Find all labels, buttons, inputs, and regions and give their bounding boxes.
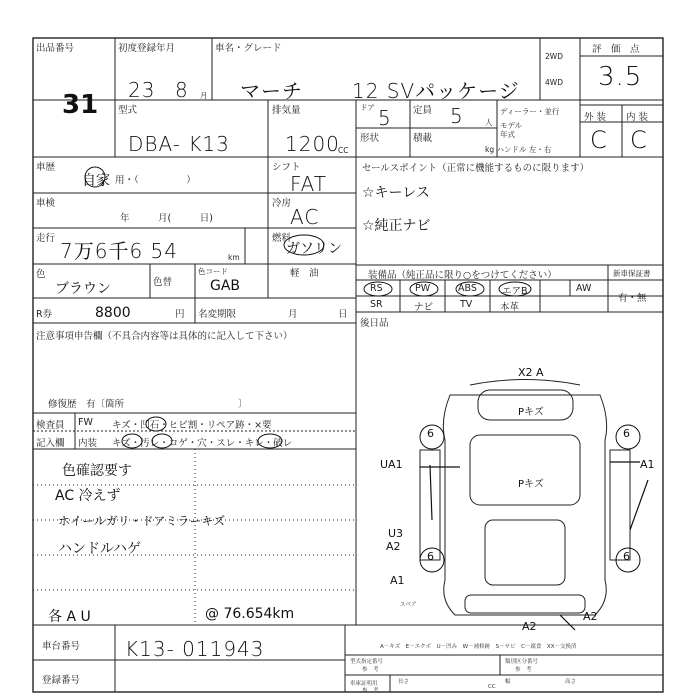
history-label: 車歴 bbox=[36, 162, 56, 173]
km-label: km bbox=[228, 253, 240, 262]
equip-abs: ABS bbox=[458, 283, 477, 294]
history-value: 自家 bbox=[82, 173, 110, 189]
type-designation-ref: 参 考 bbox=[362, 667, 379, 673]
equipment-label: 装備品（純正品に限り○をつけてください） bbox=[368, 270, 557, 281]
tire-rear-right: 6 bbox=[623, 550, 630, 563]
mark-front-panel: Pキズ bbox=[518, 407, 544, 418]
fuel-value: ガソリン bbox=[286, 241, 342, 257]
fuel-opts: 軽 油 bbox=[290, 268, 319, 279]
first-reg-label: 初度登録年月 bbox=[118, 43, 176, 54]
shift-value: FAT bbox=[290, 172, 328, 196]
dealer-label: ディーラー・並行 bbox=[500, 107, 560, 116]
note-color-check: 色確認要す bbox=[62, 463, 132, 479]
model-code-value: DBA- K13 bbox=[128, 132, 230, 156]
spare-label: スペア bbox=[400, 602, 417, 608]
mark-right-front: A1 bbox=[640, 458, 655, 471]
width-label: 幅 bbox=[505, 679, 511, 685]
damage-legend: A－キズ E－エクボ U－凹み W－補修跡 S－サビ C－腐食 XX－交換済 bbox=[380, 644, 577, 650]
int-grade: C bbox=[630, 126, 648, 154]
doors-value: 5 bbox=[378, 106, 392, 130]
color-code-value: GAB bbox=[210, 278, 241, 294]
ext-grade: C bbox=[590, 126, 608, 154]
mark-left-rear-3: A1 bbox=[390, 574, 405, 587]
price-value: 8800 bbox=[95, 305, 131, 321]
shape-label: 形状 bbox=[360, 133, 380, 144]
color-value: ブラウン bbox=[55, 281, 111, 297]
chassis-no-label: 車台番号 bbox=[42, 641, 81, 652]
notes-label: 注意事項申告欄（不具合内容等は具体的に記入して下さい） bbox=[36, 331, 293, 342]
int-label: 内 装 bbox=[626, 112, 649, 123]
car-grade-label: 車名・グレード bbox=[215, 43, 282, 54]
grade: 12 SVパッケージ bbox=[352, 79, 520, 103]
lot-no-label: 出品番号 bbox=[36, 43, 75, 54]
equip-airbag: エアB bbox=[502, 286, 528, 297]
mileage-value: 7万6千6 54 bbox=[60, 239, 178, 263]
reg-month: 8 bbox=[175, 78, 189, 102]
door-label: ドア bbox=[360, 103, 375, 112]
displacement-label: 排気量 bbox=[272, 105, 301, 116]
sales-point-navi: ☆純正ナビ bbox=[362, 218, 431, 234]
height-label: 高さ bbox=[565, 679, 577, 685]
interior-label: 内装 bbox=[78, 438, 98, 449]
mark-left-front: UA1 bbox=[380, 458, 403, 471]
yen-label: 円 bbox=[175, 309, 185, 320]
tire-front-left: 6 bbox=[427, 427, 434, 440]
cooler-value: AC bbox=[290, 205, 320, 229]
equip-aw: AW bbox=[576, 283, 592, 294]
tire-rear-left: 6 bbox=[427, 550, 434, 563]
score-label: 評 価 点 bbox=[592, 44, 640, 55]
cert-label: 車庫証明用 bbox=[350, 681, 378, 687]
name-change-label: 名変期限 bbox=[198, 309, 237, 320]
mark-top: X2 A bbox=[518, 366, 544, 379]
2wd-label: 2WD bbox=[545, 52, 563, 61]
sales-point-keyless: ☆キーレス bbox=[362, 185, 430, 201]
4wd-label: 4WD bbox=[545, 78, 563, 87]
lot-number: 31 bbox=[62, 90, 99, 120]
mark-rear-1: A2 bbox=[522, 620, 537, 633]
car-name: マーチ bbox=[240, 79, 303, 103]
category-no-label: 類別区分番号 bbox=[505, 659, 539, 665]
cc-label: CC bbox=[338, 146, 349, 155]
load-label: 積載 bbox=[413, 133, 433, 144]
warranty-opts: 有・無 bbox=[618, 293, 647, 304]
month-label: 月 bbox=[288, 309, 298, 320]
mark-left-rear-1: U3 bbox=[388, 527, 404, 540]
note-each-au: 各 A U bbox=[48, 609, 91, 625]
note-wheel: ホイールガリ・ドアミラーキズ bbox=[58, 514, 226, 528]
reg-month-unit: 月 bbox=[200, 91, 208, 100]
note-mileage: @ 76.654km bbox=[205, 606, 295, 622]
type-designation-label: 型式指定番号 bbox=[350, 659, 384, 665]
displacement-value: 1200 bbox=[285, 132, 340, 156]
length-unit: CC bbox=[488, 684, 496, 690]
writer-label: 記入欄 bbox=[36, 438, 65, 449]
color-change-label: 色替 bbox=[153, 277, 173, 288]
tire-marks bbox=[420, 425, 640, 572]
fw-label: FW bbox=[78, 417, 93, 428]
defects-exterior: キズ・凹石・ヒビ割・リペア跡・×要 bbox=[112, 420, 272, 431]
person-label: 人 bbox=[485, 118, 493, 127]
color-code-label: 色コード bbox=[198, 267, 228, 276]
note-handle: ハンドルハゲ bbox=[58, 541, 142, 557]
model-code-label: 型式 bbox=[118, 105, 138, 116]
handle-label: kg ハンドル 左・右 bbox=[485, 145, 552, 154]
sales-point-label: セールスポイント（正常に機能するものに限ります） bbox=[362, 163, 590, 174]
mark-rear-2: A2 bbox=[583, 610, 598, 623]
inspection-date: 年 月( 日) bbox=[120, 213, 213, 224]
fuel-label: 燃料 bbox=[272, 233, 292, 244]
color-label: 色 bbox=[36, 269, 46, 280]
day-label: 日 bbox=[338, 309, 348, 320]
history-opts: 用・（ ） bbox=[115, 175, 196, 186]
reg-year: 23 bbox=[128, 78, 156, 102]
equip-tv: TV bbox=[460, 299, 473, 310]
repair-history: 修復歴 有〔箇所 〕 bbox=[48, 399, 248, 410]
price-label: R券 bbox=[36, 309, 53, 320]
equip-sr: SR bbox=[370, 299, 383, 310]
tire-front-right: 6 bbox=[623, 427, 630, 440]
year-type-label: 年式 bbox=[500, 130, 515, 139]
chassis-number: K13- 011943 bbox=[125, 637, 265, 661]
length-label: 長さ bbox=[398, 679, 410, 685]
equip-pw: PW bbox=[415, 283, 431, 294]
mark-left-rear-2: A2 bbox=[386, 540, 401, 553]
equip-rs: RS bbox=[370, 283, 383, 294]
shift-label: シフト bbox=[272, 162, 301, 173]
defects-interior: キズ・汚レ・コゲ・穴・スレ・キレ・破レ bbox=[112, 438, 293, 449]
equip-navi: ナビ bbox=[414, 302, 434, 313]
cert-ref: 参 考 bbox=[362, 688, 379, 694]
capacity-value: 5 bbox=[450, 104, 464, 128]
inspection-label: 車検 bbox=[36, 198, 56, 209]
reg-no-label: 登録番号 bbox=[42, 675, 81, 686]
capacity-label: 定員 bbox=[413, 105, 433, 116]
cooler-label: 冷房 bbox=[272, 198, 292, 209]
score-value: 3.5 bbox=[598, 62, 643, 92]
new-warranty-label: 新車保証書 bbox=[613, 269, 651, 278]
category-no-ref: 参 考 bbox=[515, 667, 532, 673]
checker-label: 検査員 bbox=[36, 420, 65, 431]
model-year-label: モデル bbox=[500, 121, 523, 130]
note-ac: AC 冷えず bbox=[55, 488, 121, 504]
mileage-label: 走行 bbox=[36, 233, 56, 244]
ext-label: 外 装 bbox=[584, 112, 607, 123]
equip-leather: 本革 bbox=[500, 302, 520, 313]
after-install-label: 後日品 bbox=[360, 318, 389, 329]
mark-roof: Pキズ bbox=[518, 479, 544, 490]
